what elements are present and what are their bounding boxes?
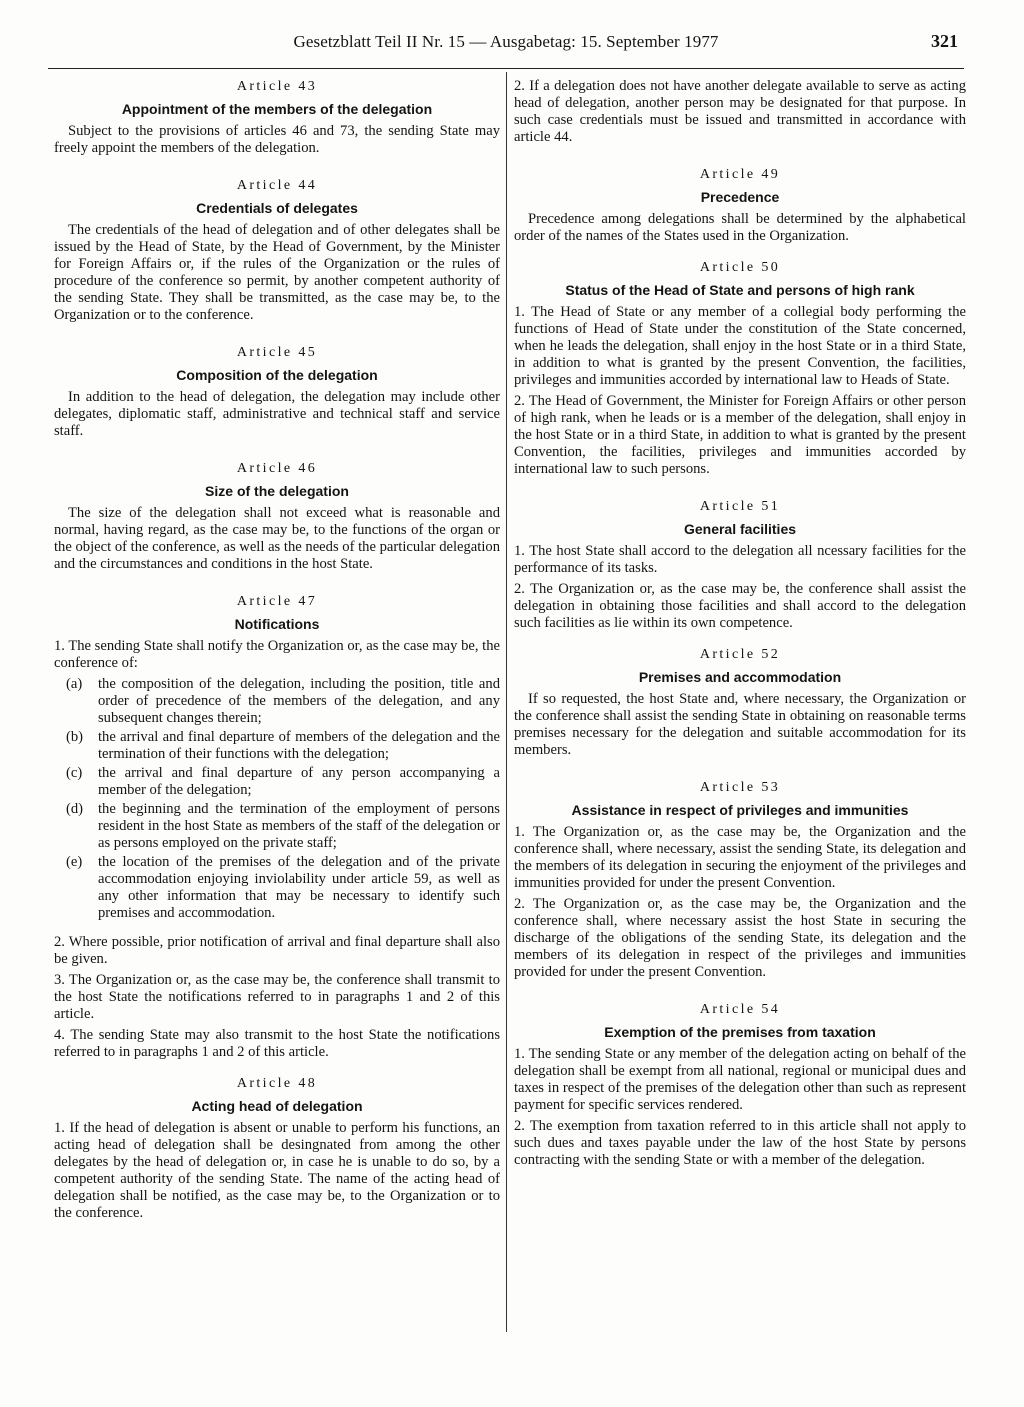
list-item-label: (e) bbox=[66, 854, 83, 870]
paragraph: The size of the delegation shall not exceed what is reasonable and normal, having regard, as the case may be, to the functions of the organ or the object of the conference, as well as the needs of the particular delegation and the circumstances and conditions in the host State. bbox=[54, 505, 500, 572]
list-item bbox=[54, 801, 500, 852]
list-item bbox=[54, 765, 500, 799]
paragraph: 2. If a delegation does not have another delegate available to serve as acting head of delegation, another person may be designated for that purpose. In such case credentials must be issued and transmitted in accordance with article 44. bbox=[514, 78, 966, 145]
paragraph: If so requested, the host State and, where necessary, the Organization or the conference shall assist the sending State in obtaining on reasonable terms premises necessary for the delegation and suitable accommodation for its members. bbox=[514, 691, 966, 758]
article-title: Article 51 bbox=[699, 499, 781, 514]
column-divider bbox=[506, 72, 507, 1332]
paragraph: The credentials of the head of delegation and of other delegates shall be issued by the Head of State, by the Head of Government, by the Minister for Foreign Affairs or, if the rules of the Organization or the rules of procedure of the conference so permit, by another competent authority of the sending State. They shall be transmitted, as the case may be, to the Organization or to the conference. bbox=[54, 222, 500, 323]
list-item-text: the arrival and final departure of any person accompanying a member of the delegation; bbox=[98, 765, 500, 798]
list-item-text: the location of the premises of the delegation and of the private accommodation enjoying inviolability under article 59, as well as any other information that may be necessary to identify such premises and accommodation. bbox=[98, 854, 500, 921]
running-title: Gesetzblatt Teil II Nr. 15 — Ausgabetag: 15. September 1977 bbox=[293, 32, 719, 51]
article-title: Article 48 bbox=[236, 1076, 318, 1091]
article-title: Article 44 bbox=[236, 178, 318, 193]
article-46 bbox=[54, 460, 500, 573]
list-item-text: the composition of the delegation, including the position, title and order of precedence of the members of the delegation, and any subsequent changes therein; bbox=[98, 676, 500, 726]
running-header bbox=[48, 30, 964, 69]
paragraph: 1. The sending State or any member of the delegation acting on behalf of the delegation shall be exempt from all national, regional or municipal dues and taxes in respect of the premises of the delegation other than such as represent payment for specific services rendered. bbox=[514, 1046, 966, 1113]
article-title: Article 53 bbox=[699, 780, 781, 795]
article-50 bbox=[514, 259, 966, 478]
paragraph: In addition to the head of delegation, the delegation may include other delegates, diplomatic staff, administrative and technical staff and service staff. bbox=[54, 389, 500, 439]
paragraph: 2. The Organization or, as the case may be, the conference shall assist the delegation in obtaining those facilities and shall accord to the delegation such facilities as lie within its own competence. bbox=[514, 581, 966, 631]
article-heading: Precedence bbox=[700, 189, 780, 205]
page-number: 321 bbox=[931, 31, 958, 51]
paragraph: 1. The host State shall accord to the delegation all ncessary facilities for the performance of its tasks. bbox=[514, 543, 966, 576]
article-heading: Credentials of delegates bbox=[196, 200, 358, 216]
article-52 bbox=[514, 646, 966, 759]
article-heading: Assistance in respect of privileges and immunities bbox=[571, 802, 909, 818]
list-item bbox=[54, 854, 500, 922]
article-heading: Premises and accommodation bbox=[638, 669, 842, 685]
right-column bbox=[514, 78, 966, 1173]
article-45 bbox=[54, 344, 500, 440]
paragraph: 1. The Head of State or any member of a collegial body performing the functions of Head of State under the constitution of the State concerned, when he leads the delegation, shall enjoy in the host State or in a third State, in addition to what is granted by the present Convention, the facilities, privileges and immunities accorded by international law to Heads of State. bbox=[514, 304, 966, 388]
paragraph: 2. Where possible, prior notification of arrival and final departure shall also be given. bbox=[54, 934, 500, 967]
article-title: Article 43 bbox=[236, 79, 318, 94]
article-54 bbox=[514, 1001, 966, 1169]
list-item-label: (d) bbox=[66, 801, 84, 817]
article-heading: Status of the Head of State and persons of high rank bbox=[565, 282, 915, 298]
paragraph: 2. The Organization or, as the case may be, the Organization and the conference shall, where necessary assist the host State in securing the discharge of the obligations of the sending State, its delegation and the members of its delegation in respect of the privileges and immunities provided for under the present Convention. bbox=[514, 896, 966, 980]
list-item bbox=[54, 729, 500, 763]
paragraph: 2. The exemption from taxation referred to in this article shall not apply to such dues and taxes payable under the law of the host State by persons contracting with the sending State or with a member of the delegation. bbox=[514, 1118, 966, 1168]
paragraph: 3. The Organization or, as the case may be, the conference shall transmit to the host State the notifications referred to in paragraphs 1 and 2 of this article. bbox=[54, 972, 500, 1022]
article-title: Article 49 bbox=[699, 167, 781, 182]
article-44 bbox=[54, 177, 500, 324]
article-title: Article 54 bbox=[699, 1002, 781, 1017]
list-item-label: (b) bbox=[66, 729, 84, 745]
article-title: Article 45 bbox=[236, 345, 318, 360]
paragraph: 2. The Head of Government, the Minister for Foreign Affairs or other person of high rank, when he leads or is a member of the delegation, shall enjoy in the host State or in a third State, in addition to what is granted by the present Convention, the facilities, privileges and immunities accorded by international law to such persons. bbox=[514, 393, 966, 477]
paragraph: 4. The sending State may also transmit to the host State the notifications referred to in paragraphs 1 and 2 of this article. bbox=[54, 1027, 500, 1060]
article-43 bbox=[54, 78, 500, 157]
paragraph: Precedence among delegations shall be determined by the alphabetical order of the names of the States used in the Organization. bbox=[514, 211, 966, 244]
article-heading: Size of the delegation bbox=[205, 483, 349, 499]
paragraph: 1. The sending State shall notify the Organization or, as the case may be, the conference of: bbox=[54, 638, 500, 671]
paragraph: 1. If the head of delegation is absent or unable to perform his functions, an acting head of delegation shall be desingnated from among the other delegates by the head of delegation or, in case he is unable to do so, by a competent authority of the sending State. The name of the acting head of delegation shall be notified, as the case may be, to the Organization or to the conference. bbox=[54, 1120, 500, 1221]
article-51 bbox=[514, 498, 966, 632]
article-53 bbox=[514, 779, 966, 981]
article-title: Article 52 bbox=[699, 647, 781, 662]
article-47 bbox=[54, 593, 500, 1061]
list-item-label: (c) bbox=[66, 765, 83, 781]
list-item-text: the beginning and the termination of the employment of persons resident in the host State as members of the staff of the delegation or as persons employed on the private staff; bbox=[98, 801, 500, 851]
article-49 bbox=[514, 166, 966, 245]
article-heading: Appointment of the members of the delegation bbox=[121, 101, 433, 117]
list-item-text: the arrival and final departure of members of the delegation and the termination of their functions with the delegation; bbox=[98, 729, 500, 762]
article-heading: Notifications bbox=[234, 616, 320, 632]
article-title: Article 47 bbox=[236, 594, 318, 609]
article-heading: Exemption of the premises from taxation bbox=[604, 1024, 876, 1040]
article-title: Article 46 bbox=[236, 461, 318, 476]
list-item bbox=[54, 676, 500, 727]
list-item-label: (a) bbox=[66, 676, 83, 692]
paragraph: Subject to the provisions of articles 46 and 73, the sending State may freely appoint the members of the delegation. bbox=[54, 123, 500, 156]
article-title: Article 50 bbox=[699, 260, 781, 275]
left-column bbox=[54, 78, 500, 1226]
article-48 bbox=[54, 1075, 500, 1222]
article-heading: General facilities bbox=[683, 521, 797, 537]
article-heading: Acting head of delegation bbox=[191, 1098, 363, 1114]
article-48-continued bbox=[514, 78, 966, 146]
article-heading: Composition of the delegation bbox=[176, 367, 378, 383]
paragraph: 1. The Organization or, as the case may be, the Organization and the conference shall, where necessary, assist the sending State, its delegation and the members of its delegation in securing the enjoyment of the privileges and immunities provided for under the present Convention. bbox=[514, 824, 966, 891]
